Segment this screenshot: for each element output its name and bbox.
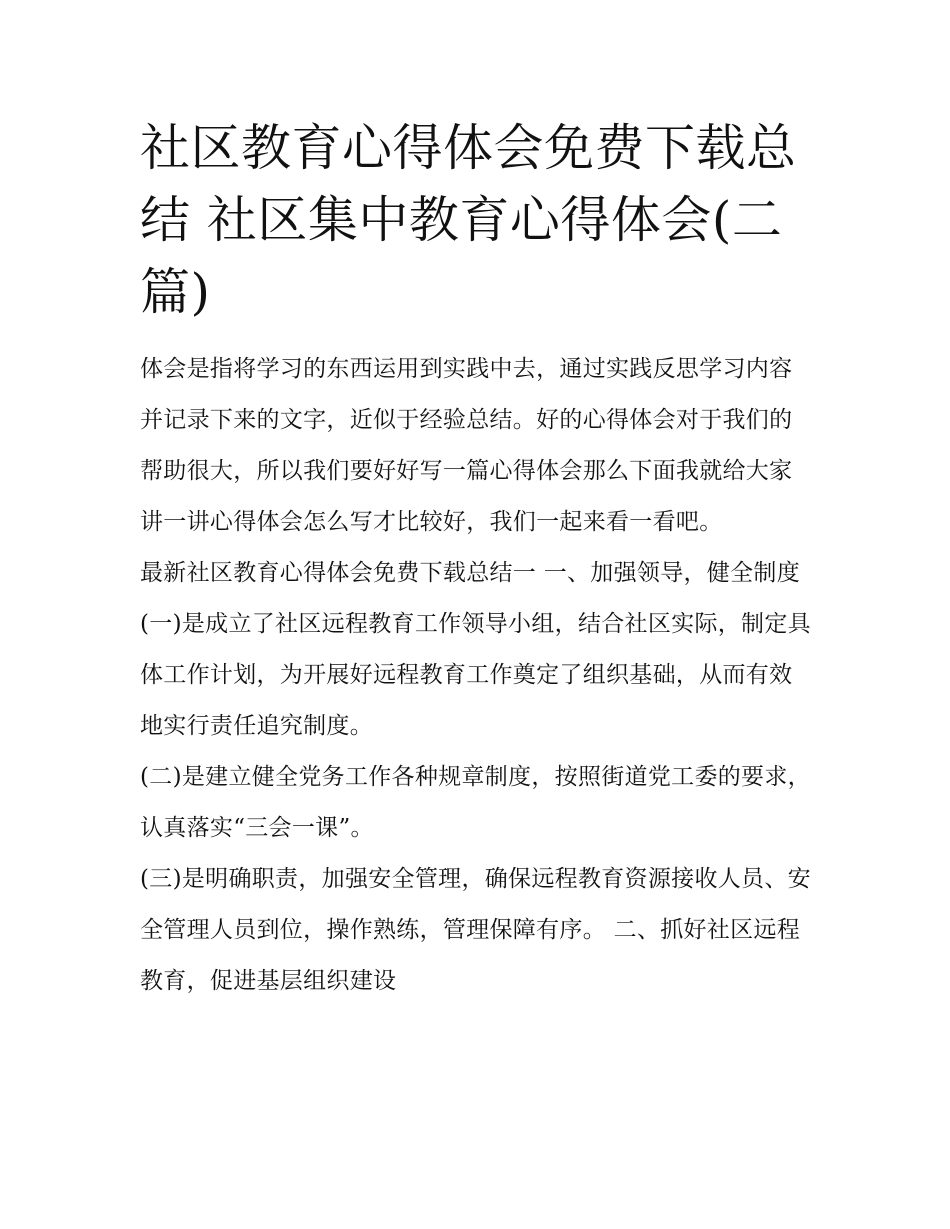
item-two-paragraph: (二)是建立健全党务工作各种规章制度，按照街道党工委的要求，认真落实“三会一课”。 xyxy=(140,764,811,841)
intro-paragraph: 体会是指将学习的东西运用到实践中去，通过实践反思学习内容并记录下来的文字，近似于经验总结。好的心得体会对于我们的帮助很大，所以我们要好好写一篇心得体会那么下面我就给大家讲一讲心得体会怎么写才比较好，我们一起来看一看吧。 xyxy=(140,356,793,535)
section-heading-paragraph: 最新社区教育心得体会免费下载总结一 一、加强领导，健全制度 xyxy=(140,560,801,586)
item-three-paragraph: (三)是明确职责，加强安全管理，确保远程教育资源接收人员、安全管理人员到位，操作熟练，管理保障有序。 二、抓好社区远程教育，促进基层组织建设 xyxy=(140,866,811,994)
document-page xyxy=(140,112,815,1007)
document-title: 社区教育心得体会免费下载总结 社区集中教育心得体会(二篇) xyxy=(140,119,797,321)
item-one-paragraph: (一)是成立了社区远程教育工作领导小组，结合社区实际，制定具体工作计划，为开展好远程教育工作奠定了组织基础，从而有效地实行责任追究制度。 xyxy=(140,611,811,739)
